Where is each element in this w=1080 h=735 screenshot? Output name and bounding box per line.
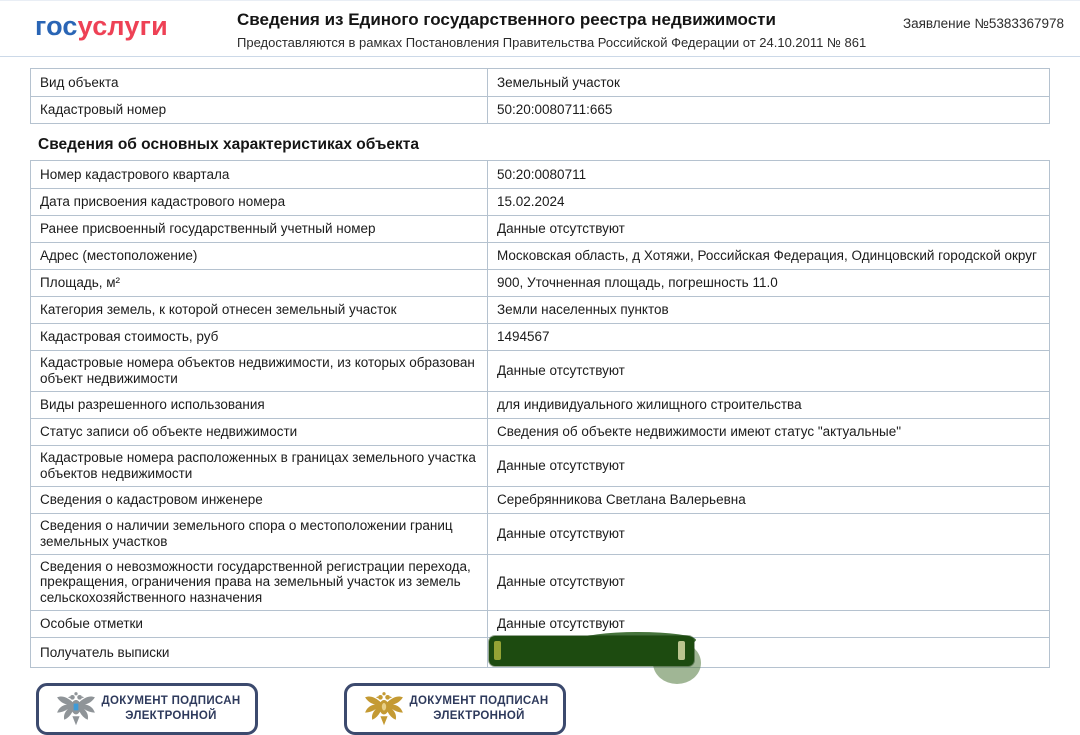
row-value: Данные отсутствуют [497, 362, 625, 378]
table-row [31, 188, 1049, 215]
signature-badge-rosreestr [36, 683, 258, 735]
row-value: Данные отсутствуют [497, 525, 625, 541]
logo-part-gos: гос [35, 11, 78, 41]
row-value: 50:20:0080711:665 [497, 102, 613, 118]
row-value: для индивидуального жилищного строительства [497, 396, 802, 412]
row-value: Данные отсутствуют [497, 616, 625, 632]
gosuslugi-logo [35, 11, 168, 42]
row-label: Кадастровый номер [31, 97, 488, 123]
page-subtitle: Предоставляются в рамках Постановления Правительства Российской Федерации от 24.10.2011 № 861 [237, 35, 867, 50]
row-label: Адрес (местоположение) [31, 243, 488, 269]
object-summary-table [30, 68, 1050, 124]
application-number: Заявление №5383367978 [902, 16, 1064, 31]
row-value: 15.02.2024 [497, 194, 565, 210]
table-row [31, 96, 1049, 123]
table-row [31, 391, 1049, 418]
signature-badge-coat-of-arms [344, 683, 566, 735]
signature-badge-line2: ЭЛЕКТРОННОЙ [433, 710, 525, 722]
table-row [31, 296, 1049, 323]
table-row [31, 242, 1049, 269]
row-label: Кадастровые номера расположенных в границах земельного участка объектов недвижимости [31, 446, 488, 486]
row-label: Получатель выписки [31, 638, 488, 667]
row-label: Вид объекта [31, 69, 488, 96]
row-label: Номер кадастрового квартала [31, 161, 488, 188]
signature-badge-line2: ЭЛЕКТРОННОЙ [125, 710, 217, 722]
row-value: Московская область, д Хотяжи, Российская Федерация, Одинцовский городской округ [497, 248, 1037, 264]
row-label: Кадастровая стоимость, руб [31, 324, 488, 350]
document-header [0, 0, 1080, 57]
section-title: Сведения об основных характеристиках объекта [38, 136, 420, 153]
row-value: Земельный участок [497, 74, 620, 90]
row-value: 900, Уточненная площадь, погрешность 11.0 [497, 275, 778, 291]
row-label: Виды разрешенного использования [31, 392, 488, 418]
table-row [31, 323, 1049, 350]
signature-badge-text [97, 694, 255, 724]
row-value: Сведения об объекте недвижимости имеют статус "актуальные" [497, 423, 902, 439]
page-title: Сведения из Единого государственного реестра недвижимости [237, 10, 776, 29]
redaction-marker [488, 638, 1049, 667]
table-row [31, 554, 1049, 611]
table-row [31, 445, 1049, 486]
table-row [31, 418, 1049, 445]
row-label: Сведения о наличии земельного спора о местоположении границ земельных участков [31, 514, 488, 554]
row-label: Сведения о кадастровом инженере [31, 487, 488, 513]
coat-of-arms-gold-icon [363, 691, 405, 727]
rosreestr-emblem-icon [55, 691, 97, 727]
row-label: Площадь, м² [31, 270, 488, 296]
table-row [31, 350, 1049, 391]
row-label: Ранее присвоенный государственный учетный номер [31, 216, 488, 242]
table-row [31, 513, 1049, 554]
object-details-table [30, 160, 1050, 668]
table-row [31, 69, 1049, 96]
table-row [31, 215, 1049, 242]
row-label: Кадастровые номера объектов недвижимости, из которых образован объект недвижимости [31, 351, 488, 391]
row-label: Категория земель, к которой отнесен земельный участок [31, 297, 488, 323]
table-row [31, 637, 1049, 667]
row-label: Сведения о невозможности государственной регистрации перехода, прекращения, ограничения права на земельный участок из земель сельскохозяйственного назначения [31, 555, 488, 611]
row-value: Земли населенных пунктов [497, 302, 669, 318]
logo-part-uslugi: услуги [77, 11, 168, 41]
row-value [488, 638, 1049, 667]
row-label: Статус записи об объекте недвижимости [31, 419, 488, 445]
signature-badge-line1: ДОКУМЕНТ ПОДПИСАН [409, 695, 549, 708]
redaction [489, 636, 694, 666]
table-row [31, 610, 1049, 637]
signature-badge-text [405, 694, 563, 724]
signature-badge-line1: ДОКУМЕНТ ПОДПИСАН [101, 695, 241, 708]
row-value: Серебрянникова Светлана Валерьевна [497, 491, 746, 507]
row-value: 1494567 [497, 329, 550, 345]
table-row [31, 161, 1049, 188]
row-value: Данные отсутствуют [497, 457, 625, 473]
table-row [31, 486, 1049, 513]
row-value: 50:20:0080711 [497, 166, 587, 182]
row-label: Особые отметки [31, 611, 488, 637]
table-row [31, 269, 1049, 296]
row-value: Данные отсутствуют [497, 574, 625, 590]
row-label: Дата присвоения кадастрового номера [31, 189, 488, 215]
row-value: Данные отсутствуют [497, 221, 625, 237]
